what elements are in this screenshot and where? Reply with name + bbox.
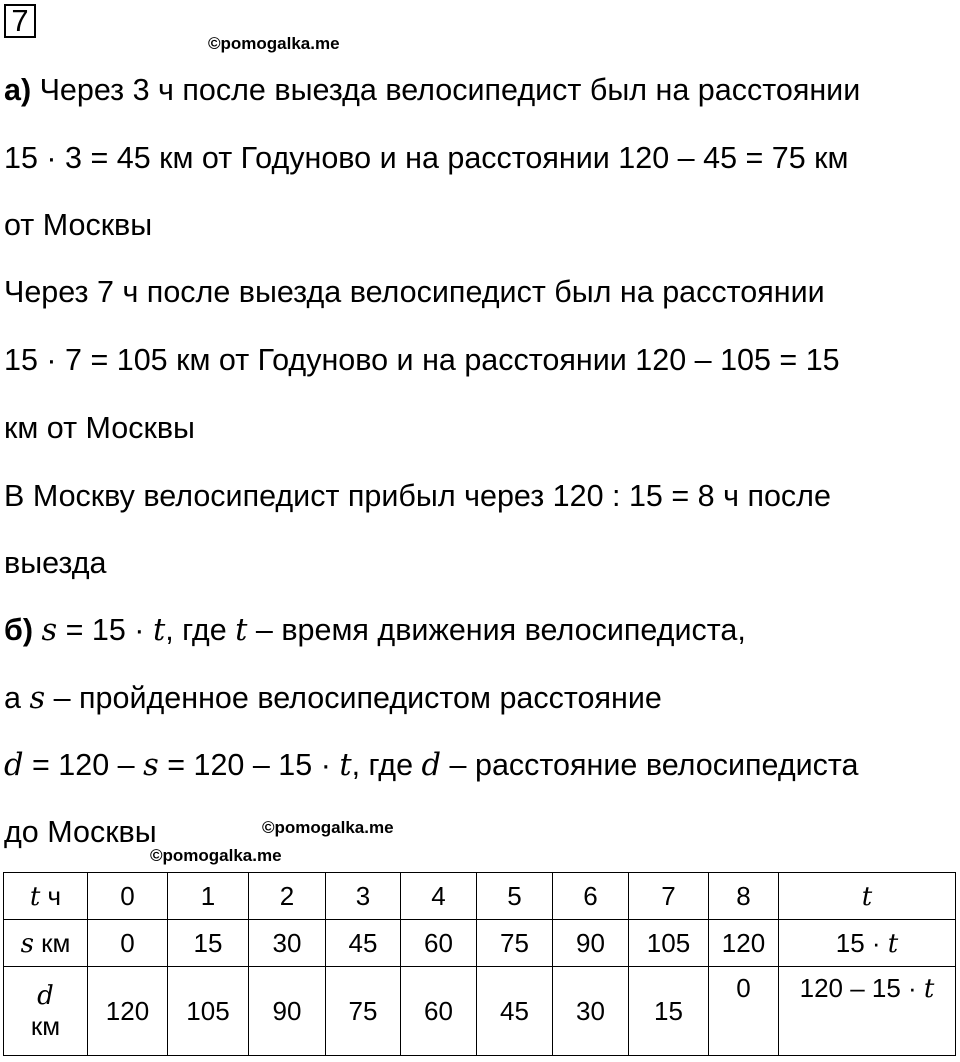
part-a-line-1: а) Через 3 ч после выезда велосипедист был на расстоянии: [4, 73, 861, 107]
part-a-line-2: 15 · 3 = 45 км от Годуново и на расстоянии 120 – 45 = 75 км: [4, 141, 849, 175]
part-b-line-4: до Москвы: [4, 815, 157, 849]
values-table: [3, 872, 956, 1056]
table-cell: 1: [168, 873, 249, 920]
table-cell: 15: [168, 920, 249, 967]
part-b-line-1: б) s = 15 · t, где t – время движения велосипедиста,: [4, 613, 746, 648]
part-a-line-3: от Москвы: [4, 208, 153, 242]
table-cell: 75: [326, 967, 401, 1056]
table-cell: 6: [553, 873, 629, 920]
table-cell: 75: [477, 920, 553, 967]
table-cell: 45: [326, 920, 401, 967]
table-cell: 15: [629, 967, 709, 1056]
table-cell: 5: [477, 873, 553, 920]
watermark: ©pomogalka.me: [262, 818, 394, 837]
table-cell: 3: [326, 873, 401, 920]
table-cell: 45: [477, 967, 553, 1056]
part-a-line-8: выезда: [4, 546, 107, 580]
part-b-label: б): [4, 613, 33, 647]
part-a-line-6: км от Москвы: [4, 411, 195, 445]
part-a-label: а): [4, 73, 32, 107]
table-cell: 105: [168, 967, 249, 1056]
table-header-cell: s км: [4, 920, 88, 967]
table-header-cell: d км: [4, 967, 88, 1056]
part-b-line-3: d = 120 – s = 120 – 15 · t, где d – расстояние велосипедиста: [4, 748, 859, 783]
table-row: [4, 873, 956, 920]
table-cell: 30: [249, 920, 326, 967]
table-header-cell: t ч: [4, 873, 88, 920]
table-cell: 0: [709, 967, 779, 1056]
table-cell: 7: [629, 873, 709, 920]
table-cell: 60: [401, 967, 477, 1056]
problem-number: 7: [4, 4, 36, 38]
table-cell: 0: [88, 920, 168, 967]
table-cell: 90: [249, 967, 326, 1056]
watermark: ©pomogalka.me: [208, 34, 340, 53]
table-cell: 120 – 15 · t: [779, 967, 956, 1056]
table-cell: 105: [629, 920, 709, 967]
watermark: ©pomogalka.me: [150, 846, 282, 865]
table-cell: 0: [88, 873, 168, 920]
table-cell: t: [779, 873, 956, 920]
part-a-line-5: 15 · 7 = 105 км от Годуново и на расстоянии 120 – 105 = 15: [4, 343, 840, 377]
part-a-line-7: В Москву велосипедист прибыл через 120 : 15 = 8 ч после: [4, 479, 831, 513]
table-cell: 120: [88, 967, 168, 1056]
part-a-line-4: Через 7 ч после выезда велосипедист был на расстоянии: [4, 275, 825, 309]
table-cell: 4: [401, 873, 477, 920]
table-cell: 120: [709, 920, 779, 967]
table-cell: 15 · t: [779, 920, 956, 967]
table-row: [4, 920, 956, 967]
table-cell: 30: [553, 967, 629, 1056]
table-row: [4, 967, 956, 1056]
table-cell: 8: [709, 873, 779, 920]
table-cell: 2: [249, 873, 326, 920]
part-b-line-2: а s – пройденное велосипедистом расстояние: [4, 681, 662, 716]
table-cell: 90: [553, 920, 629, 967]
table-cell: 60: [401, 920, 477, 967]
